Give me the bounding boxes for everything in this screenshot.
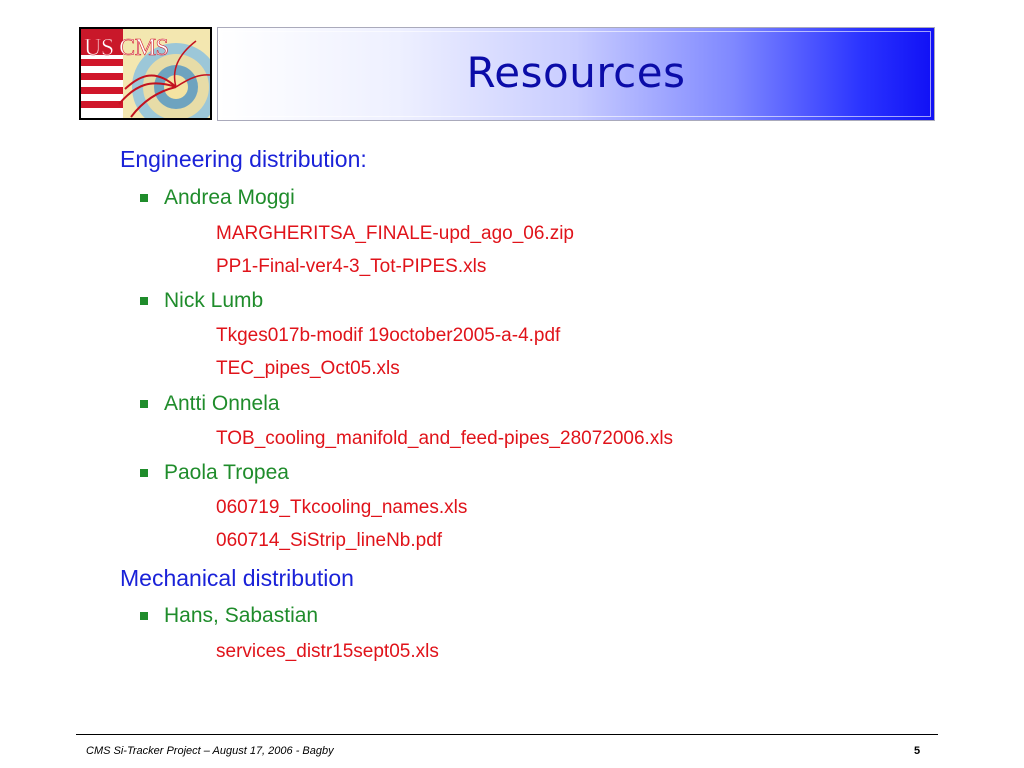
us-cms-logo [79,27,212,120]
square-bullet-icon [140,297,148,305]
file-link[interactable]: MARGHERITSA_FINALE-upd_ago_06.zip [216,223,574,244]
slide-title: Resources [466,48,686,97]
person-name: Nick Lumb [164,289,264,312]
file-link[interactable]: PP1-Final-ver4-3_Tot-PIPES.xls [216,256,487,277]
file-link[interactable]: services_distr15sept05.xls [216,641,439,662]
person-name: Antti Onnela [164,392,280,415]
square-bullet-icon [140,612,148,620]
file-link[interactable]: 060719_Tkcooling_names.xls [216,497,468,518]
file-link[interactable]: TEC_pipes_Oct05.xls [216,358,400,379]
person-hans-sabastian [164,604,318,628]
square-bullet-icon [140,194,148,202]
section-heading-engineering: Engineering distribution: [120,146,367,172]
square-bullet-icon [140,400,148,408]
file-link[interactable]: TOB_cooling_manifold_and_feed-pipes_28072006.xls [216,428,674,449]
person-name: Hans, Sabastian [164,604,319,627]
file-link[interactable]: Tkges017b-modif 19october2005-a-4.pdf [216,325,561,346]
person-name: Andrea Moggi [164,186,295,209]
footer-text: CMS Si-Tracker Project – August 17, 2006 - Bagby [86,745,334,757]
page-number: 5 [914,745,921,757]
square-bullet-icon [140,469,148,477]
person-paola-tropea [164,461,289,485]
person-nick-lumb [164,289,263,313]
title-bar [217,27,935,121]
person-andrea-moggi [164,186,295,210]
file-link[interactable]: 060714_SiStrip_lineNb.pdf [216,530,443,551]
footer-divider [76,734,938,735]
person-name: Paola Tropea [164,461,289,484]
section-heading-mechanical: Mechanical distribution [120,565,354,591]
person-antti-onnela [164,392,280,416]
logo-text: US CMS [84,35,169,61]
